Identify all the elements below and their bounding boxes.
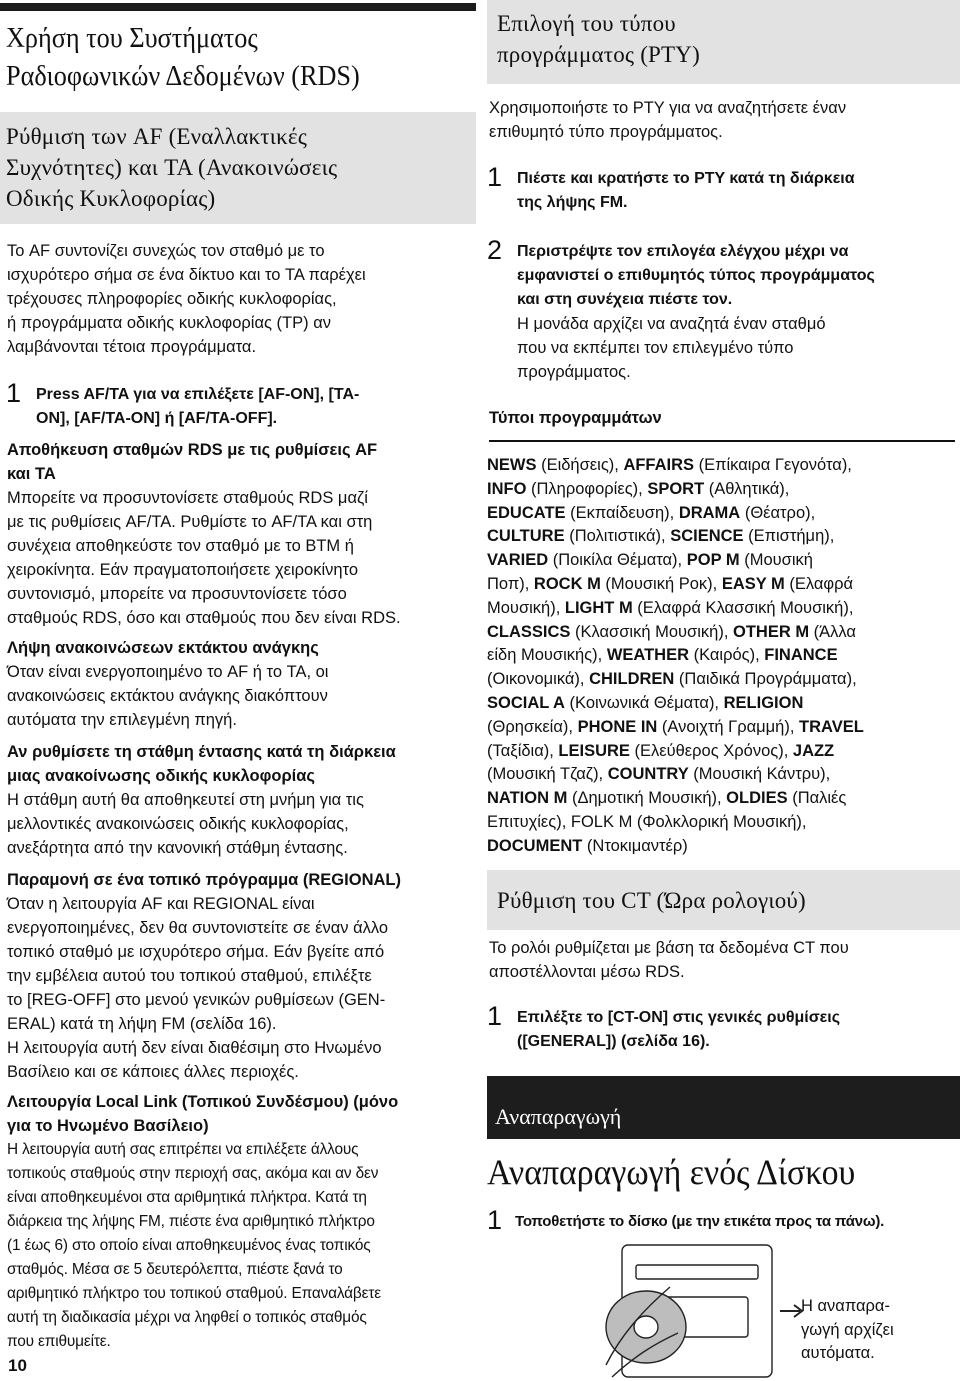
playback-step-1: Τοποθετήστε το δίσκο (με την ετικέτα προς τα πάνω). <box>515 1213 885 1230</box>
program-type-description: (Επίκαιρα Γεγονότα), <box>694 456 852 474</box>
program-type-code: NATION M <box>487 789 568 808</box>
program-type-description: (Καιρός), <box>689 646 765 665</box>
program-type-description: (Μουσική Ροκ), <box>600 574 722 593</box>
program-type-description: Μουσική), <box>487 598 565 617</box>
program-type-line <box>487 573 960 597</box>
pty-heading: Επιλογή του τύπου προγράμματος (PTY) <box>497 11 700 67</box>
program-type-line <box>487 621 960 645</box>
af-ta-heading: Ρύθμιση των AF (Εναλλακτικές Συχνότητες) και TA (Ανακοινώσεις Οδικής Κυκλοφορίας) <box>6 124 338 211</box>
af-ta-step-1: Press AF/TA για να επιλέξετε [AF-ON], [TA- ON], [AF/TA-ON] ή [AF/TA-OFF]. <box>36 386 360 427</box>
program-type-code: VARIED <box>487 551 549 570</box>
local-link-body: Η λειτουργία αυτή σας επιτρέπει να επιλέξετε άλλους τοπικούς σταθμούς στην περιοχή σας, ακόμα και αν δεν είναι αποθηκευμένοι στα αριθμητικά πλήκτρα. Κατά τη διάρκεια της λήψης FM, πιέστε ένα αριθμητικό πλήκτρο (1 έως 6) στο οποίο είναι αποθηκευμένος ένας τοπικός σταθμός. Μέσα σε 5 δευτερόλεπτα, πιέστε ξανά το αριθμητικό πλήκτρο του τοπικού σταθμού. Επαναλάβετε αυτή τη διαδικασία μέχρι να ληφθεί ο τοπικός σταθμός που επιθυμείτε. <box>7 1141 381 1350</box>
program-type-code: LIGHT M <box>564 598 633 617</box>
playback-banner-text: Αναπαραγωγή <box>495 1104 622 1129</box>
disc-insert-illustration <box>600 1237 820 1381</box>
program-type-code: JAZZ <box>792 741 835 760</box>
pty-step-2: Περιστρέψτε τον επιλογέα ελέγχου μέχρι να εμφανιστεί ο επιθυμητός τύπος προγράμματος και στη συνέχεια πιέστε τον. <box>517 243 875 308</box>
program-type-code: DRAMA <box>678 503 741 522</box>
program-type-description: (Κοινωνικά Θέματα), <box>564 693 724 712</box>
step-number: 1 <box>6 378 22 408</box>
program-type-line <box>487 549 960 573</box>
emergency-body: Όταν είναι ενεργοποιημένο το AF ή το TA, οι ανακοινώσεις εκτάκτου ανάγκης διακόπτουν αυτόματα την επιλεγμένη πηγή. <box>7 663 329 729</box>
program-type-description: (Επιστήμη), <box>743 527 835 546</box>
program-type-description: (Θρησκεία), <box>487 717 578 736</box>
program-types-heading: Τύποι προγραμμάτων <box>489 409 662 427</box>
program-type-line <box>487 787 960 811</box>
program-type-code: LEISURE <box>558 741 630 760</box>
program-type-line <box>487 644 960 668</box>
program-type-description: (Ταξίδια), <box>487 741 559 760</box>
program-type-line <box>487 502 960 526</box>
program-type-description: (Ειδήσεις), <box>536 456 624 474</box>
program-type-code: COUNTRY <box>607 765 689 784</box>
left-top-rule <box>0 3 476 11</box>
volume-body: Η στάθμη αυτή θα αποθηκευτεί στη μνήμη για τις μελλοντικές ανακοινώσεις οδικής κυκλοφορίας, ανεξάρτητα από την κανονική στάθμη έντασης. <box>7 791 364 857</box>
program-type-code: EDUCATE <box>487 503 566 522</box>
program-type-code: TRAVEL <box>799 717 864 736</box>
page-title: Χρήση του Συστήματος Ραδιοφωνικών Δεδομένων (RDS) <box>6 23 360 92</box>
program-type-description: (Μουσική <box>739 551 813 570</box>
page-number: 10 <box>8 1356 27 1375</box>
program-type-description: Ποπ), <box>487 574 534 593</box>
program-type-description: (Ελαφρά Κλασσική Μουσική), <box>632 598 854 617</box>
program-type-description: (Δημοτική Μουσική), <box>567 789 727 808</box>
store-rds-body: Μπορείτε να προσυντονίσετε σταθμούς RDS μαζί με τις ρυθμίσεις AF/TA. Ρυθμίστε το AF/TA και στη συνέχεια αποθηκεύστε τον σταθμό με το BTM ή χειροκίνητα. Εάν πραγματοποιήσετε χειροκίνητο συντονισμό, μπορείτε να προσυντονίσετε τόσο σταθμούς RDS, όσο και σταθμούς που δεν είναι RDS. <box>7 489 401 627</box>
emergency-heading: Λήψη ανακοινώσεων εκτάκτου ανάγκης <box>7 639 319 657</box>
program-type-description: (Παλιές <box>787 789 847 808</box>
program-type-description: (Ποικίλα Θέματα), <box>548 551 687 570</box>
program-type-code: WEATHER <box>606 646 689 665</box>
program-type-code: NEWS <box>487 456 537 474</box>
program-type-description: (Μουσική Τζαζ), <box>487 765 608 784</box>
program-type-line <box>487 597 960 621</box>
program-type-description: Επιτυχίες), FOLK M (Φολκλορική Μουσική), <box>487 812 807 831</box>
program-type-line <box>487 692 960 716</box>
ct-heading: Ρύθμιση του CT (Ώρα ρολογιού) <box>497 888 806 913</box>
program-type-description: είδη Μουσικής), <box>487 646 607 665</box>
program-type-code: CLASSICS <box>487 622 571 641</box>
program-type-description: (Πολιτιστικά), <box>564 527 671 546</box>
program-type-description: (Ντοκιμαντέρ) <box>582 836 688 855</box>
program-type-line <box>487 763 960 787</box>
program-type-description: (Αθλητικά), <box>704 479 790 498</box>
ct-heading-box <box>487 870 960 930</box>
program-type-line <box>487 525 960 549</box>
program-types-rule <box>489 440 955 442</box>
program-type-code: FINANCE <box>764 646 838 665</box>
program-type-code: INFO <box>487 479 527 498</box>
program-type-line <box>487 478 960 502</box>
playback-title: Αναπαραγωγή ενός Δίσκου <box>487 1152 856 1192</box>
program-type-description: (Παιδικά Προγράμματα), <box>674 670 857 689</box>
program-type-line <box>487 740 960 764</box>
pty-heading-box <box>487 0 960 84</box>
program-type-description: (Εκπαίδευση), <box>565 503 679 522</box>
program-type-code: ROCK M <box>533 574 601 593</box>
pty-step-1: Πιέστε και κρατήστε το PTY κατά τη διάρκεια της λήψης FM. <box>517 170 855 211</box>
store-rds-heading: Αποθήκευση σταθμών RDS με τις ρυθμίσεις AF και TA <box>7 441 378 483</box>
ct-intro: Το ρολόι ρυθμίζεται με βάση τα δεδομένα CT που αποστέλλονται μέσω RDS. <box>489 939 849 981</box>
program-type-line <box>487 811 960 835</box>
pty-intro: Χρησιμοποιήστε το PTY για να αναζητήσετε έναν επιθυμητό τύπο προγράμματος. <box>489 99 847 141</box>
program-type-code: OLDIES <box>726 789 788 808</box>
program-type-code: SOCIAL A <box>487 693 565 712</box>
program-type-line <box>487 835 960 859</box>
program-type-description: (Ανοιχτή Γραμμή), <box>657 717 800 736</box>
program-type-description: (Θέατρο), <box>740 503 816 522</box>
step-number: 1 <box>487 162 503 192</box>
regional-heading: Παραμονή σε ένα τοπικό πρόγραμμα (REGIONAL) <box>7 871 401 889</box>
program-type-description: (Ελεύθερος Χρόνος), <box>629 741 793 760</box>
program-type-code: POP M <box>686 551 740 570</box>
program-type-code: SPORT <box>647 479 705 498</box>
playback-banner <box>487 1076 960 1139</box>
program-type-description: (Πληροφορίες), <box>526 479 648 498</box>
volume-heading: Αν ρυθμίσετε τη στάθμη έντασης κατά τη διάρκεια μιας ανακοίνωσης οδικής κυκλοφορίας <box>7 743 396 785</box>
program-type-code: RELIGION <box>723 693 804 712</box>
program-type-description: (Οικονομικά), <box>487 670 590 689</box>
program-type-code: CHILDREN <box>589 670 675 689</box>
program-type-code: PHONE IN <box>577 717 658 736</box>
program-type-code: AFFAIRS <box>623 456 695 474</box>
program-type-description: (Άλλα <box>809 622 856 641</box>
program-type-code: SCIENCE <box>670 527 744 546</box>
program-type-code: CULTURE <box>487 527 565 546</box>
program-type-code: DOCUMENT <box>487 836 583 855</box>
step-number: 2 <box>487 235 503 265</box>
regional-body: Όταν η λειτουργία AF και REGIONAL είναι ενεργοποιημένες, δεν θα συντονιστείτε σε έναν άλλο τοπικό σταθμό με ισχυρότερο σήμα. Εάν βγείτε από την εμβέλεια αυτού του τοπικού σταθμού, επιλέξτε το [REG-OFF] στο μενού γενικών ρυθμίσεων (GEN- ERAL) κατά τη λήψη FM (σελίδα 16). Η λειτουργία αυτή δεν είναι διαθέσιμη στο Ηνωμένο Βασίλειο και σε κάποιες άλλες περιοχές. <box>7 895 389 1081</box>
program-type-line <box>487 668 960 692</box>
ct-step-1: Επιλέξτε το [CT-ON] στις γενικές ρυθμίσεις ([GENERAL]) (σελίδα 16). <box>517 1009 841 1050</box>
playback-caption: Η αναπαρα- γωγή αρχίζει αυτόματα. <box>801 1297 894 1362</box>
local-link-heading: Λειτουργία Local Link (Τοπικού Συνδέσμου) (μόνο για το Ηνωμένο Βασίλειο) <box>7 1093 399 1135</box>
step-number: 1 <box>487 1001 503 1031</box>
program-type-description: (Κλασσική Μουσική), <box>570 622 733 641</box>
program-type-code: OTHER M <box>733 622 810 641</box>
program-types-list <box>487 454 960 859</box>
program-type-line <box>487 454 960 478</box>
program-type-description: (Ελαφρά <box>784 574 854 593</box>
af-ta-heading-box <box>0 112 476 224</box>
program-type-code: EASY M <box>721 574 785 593</box>
program-type-line <box>487 716 960 740</box>
pty-step-2-detail: Η μονάδα αρχίζει να αναζητά έναν σταθμό που να εκπέμπει τον επιλεγμένο τύπο προγράμματος. <box>517 315 826 381</box>
step-number: 1 <box>487 1205 503 1235</box>
af-ta-intro: Το AF συντονίζει συνεχώς τον σταθμό με το ισχυρότερο σήμα σε ένα δίκτυο και το TA παρέχει τρέχουσες πληροφορίες οδικής κυκλοφορίας, ή προγράμματα οδικής κυκλοφορίας (TP) αν λαμβάνονται τέτοια προγράμματα. <box>7 242 366 356</box>
disc-slot <box>636 1265 758 1279</box>
program-type-description: (Μουσική Κάντρυ), <box>688 765 831 784</box>
